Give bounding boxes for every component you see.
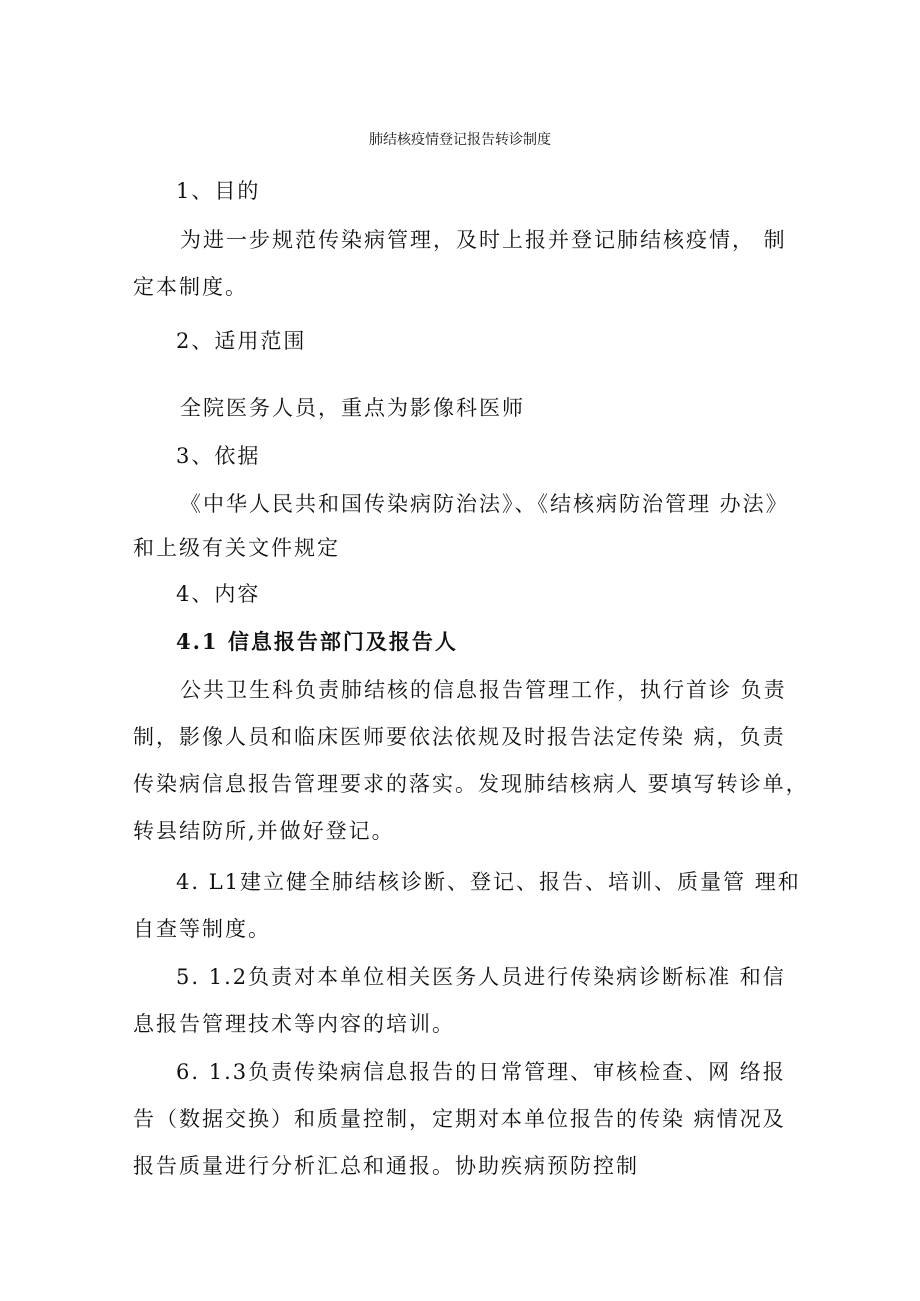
section-3-paragraph-line-1: 《中华人民共和国传染病防治法》、《结核病防治管理 办法》 [180,492,789,516]
item-5-line-1: 5. 1.2负责对本单位相关医务人员进行传染病诊断标准 和信 [176,965,786,989]
section-4-1-paragraph-line-4: 转县结防所,并做好登记。 [133,819,395,843]
section-4-1-paragraph-line-1: 公共卫生科负责肺结核的信息报告管理工作，执行首诊 负责 [180,678,787,702]
section-4-1-paragraph-line-2: 制，影像人员和临床医师要依法依规及时报告法定传染 病，负责 [133,725,786,749]
section-1-paragraph-line-2: 定本制度。 [133,275,248,299]
item-4-line-2: 自查等制度。 [133,917,271,941]
section-3-heading: 3、依据 [176,444,261,468]
section-4-1-heading: 4.1 信息报告部门及报告人 [176,629,458,654]
item-4-line-1: 4. L1建立健全肺结核诊断、登记、报告、培训、质量管 理和 [176,870,801,894]
item-6-line-3: 报告质量进行分析汇总和通报。协助疾病预防控制 [133,1154,639,1178]
item-6-line-2: 告（数据交换）和质量控制，定期对本单位报告的传染 病情况及 [133,1107,786,1131]
item-5-line-2: 息报告管理技术等内容的培训。 [133,1012,455,1036]
item-6-line-1: 6. 1.3负责传染病信息报告的日常管理、审核检查、网 络报 [176,1060,786,1084]
document-title: 肺结核疫情登记报告转诊制度 [369,132,551,148]
section-1-heading: 1、目的 [176,179,261,203]
section-2-heading: 2、适用范围 [176,329,307,353]
section-2-paragraph: 全院医务人员，重点为影像科医师 [180,396,525,420]
section-4-heading: 4、内容 [176,582,261,606]
section-1-paragraph-line-1: 为进一步规范传染病管理，及时上报并登记肺结核疫情， 制 [180,228,787,252]
section-4-1-paragraph-line-3: 传染病信息报告管理要求的落实。发现肺结核病人 要填写转诊单， [133,772,809,796]
section-3-paragraph-line-2: 和上级有关文件规定 [133,536,340,560]
